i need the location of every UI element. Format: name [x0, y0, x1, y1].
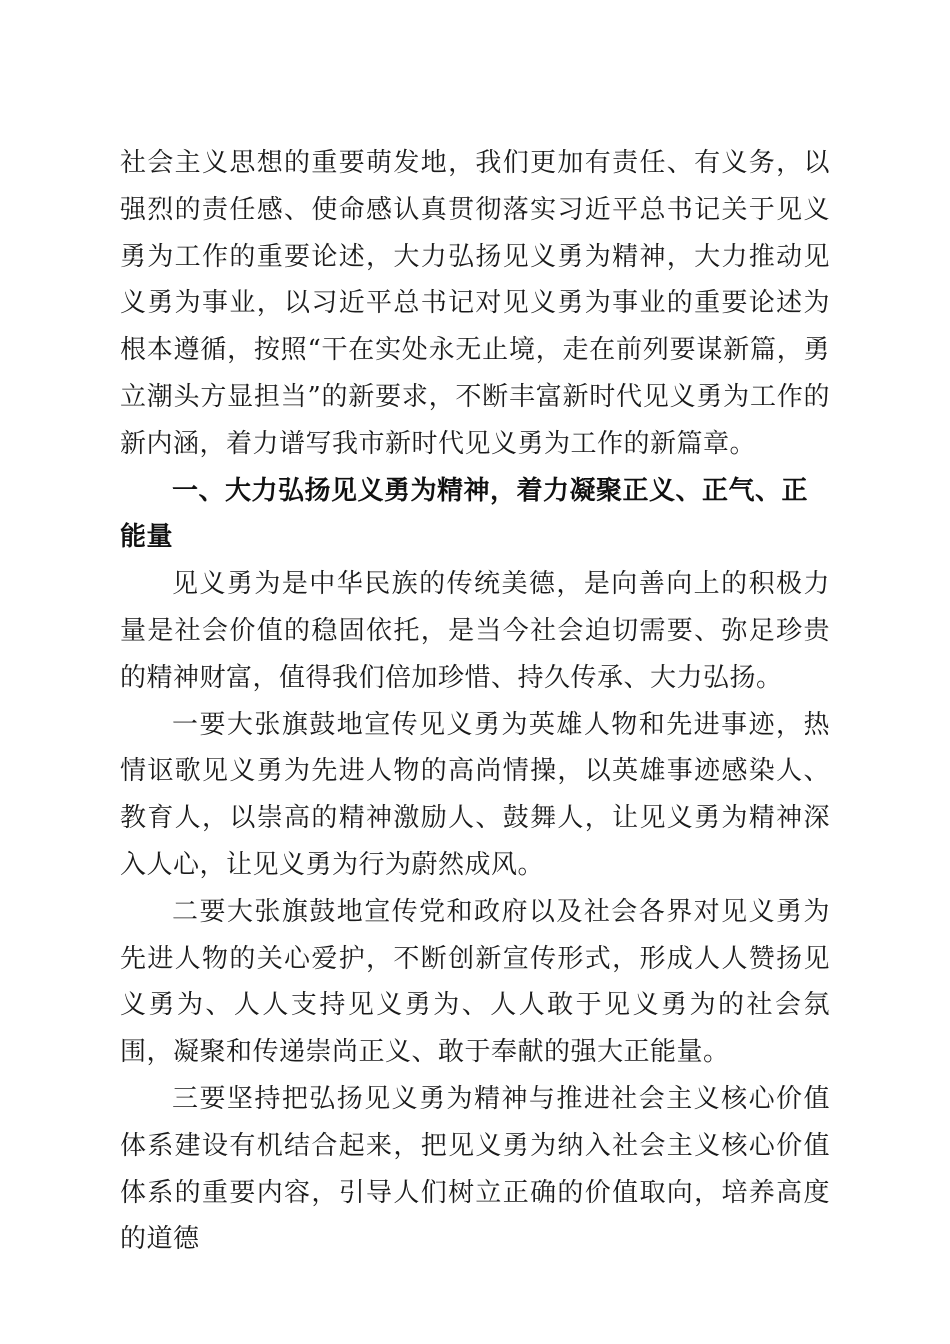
body-paragraph-3: 一要大张旗鼓地宣传见义勇为英雄人物和先进事迹，热情讴歌见义勇为先进人物的高尚情操，以英雄事迹感染人、教育人，以崇高的精神激励人、鼓舞人，让见义勇为精神深入人心，让见义勇为行为蔚然成风。	[120, 709, 830, 880]
body-paragraph-1: 社会主义思想的重要萌发地，我们更加有责任、有义务，以强烈的责任感、使命感认真贯彻落实习近平总书记关于见义勇为工作的重要论述，大力弘扬见义勇为精神，大力推动见义勇为事业，以习近平总书记对见义勇为事业的重要论述为根本遵循，按照“干在实处永无止境，走在前列要谋新篇，勇立潮头方显担当”的新要求，不断丰富新时代见义勇为工作的新内涵，着力谱写我市新时代见义勇为工作的新篇章。	[120, 148, 830, 459]
section-heading-1: 一、大力弘扬见义勇为精神，着力凝聚正义、正气、正能量	[120, 475, 809, 553]
body-paragraph-2: 见义勇为是中华民族的传统美德，是向善向上的积极力量是社会价值的稳固依托，是当今社会迫切需要、弥足珍贵的精神财富，值得我们倍加珍惜、持久传承、大力弘扬。	[120, 569, 830, 693]
body-paragraph-4: 二要大张旗鼓地宣传党和政府以及社会各界对见义勇为先进人物的关心爱护，不断创新宣传形式，形成人人赞扬见义勇为、人人支持见义勇为、人人敢于见义勇为的社会氛围，凝聚和传递崇尚正义、敢于奉献的强大正能量。	[120, 896, 830, 1068]
body-paragraph-5: 三要坚持把弘扬见义勇为精神与推进社会主义核心价值体系建设有机结合起来，把见义勇为纳入社会主义核心价值体系的重要内容，引导人们树立正确的价值取向，培养高度的道德	[120, 1083, 830, 1255]
document-body	[120, 140, 830, 1263]
